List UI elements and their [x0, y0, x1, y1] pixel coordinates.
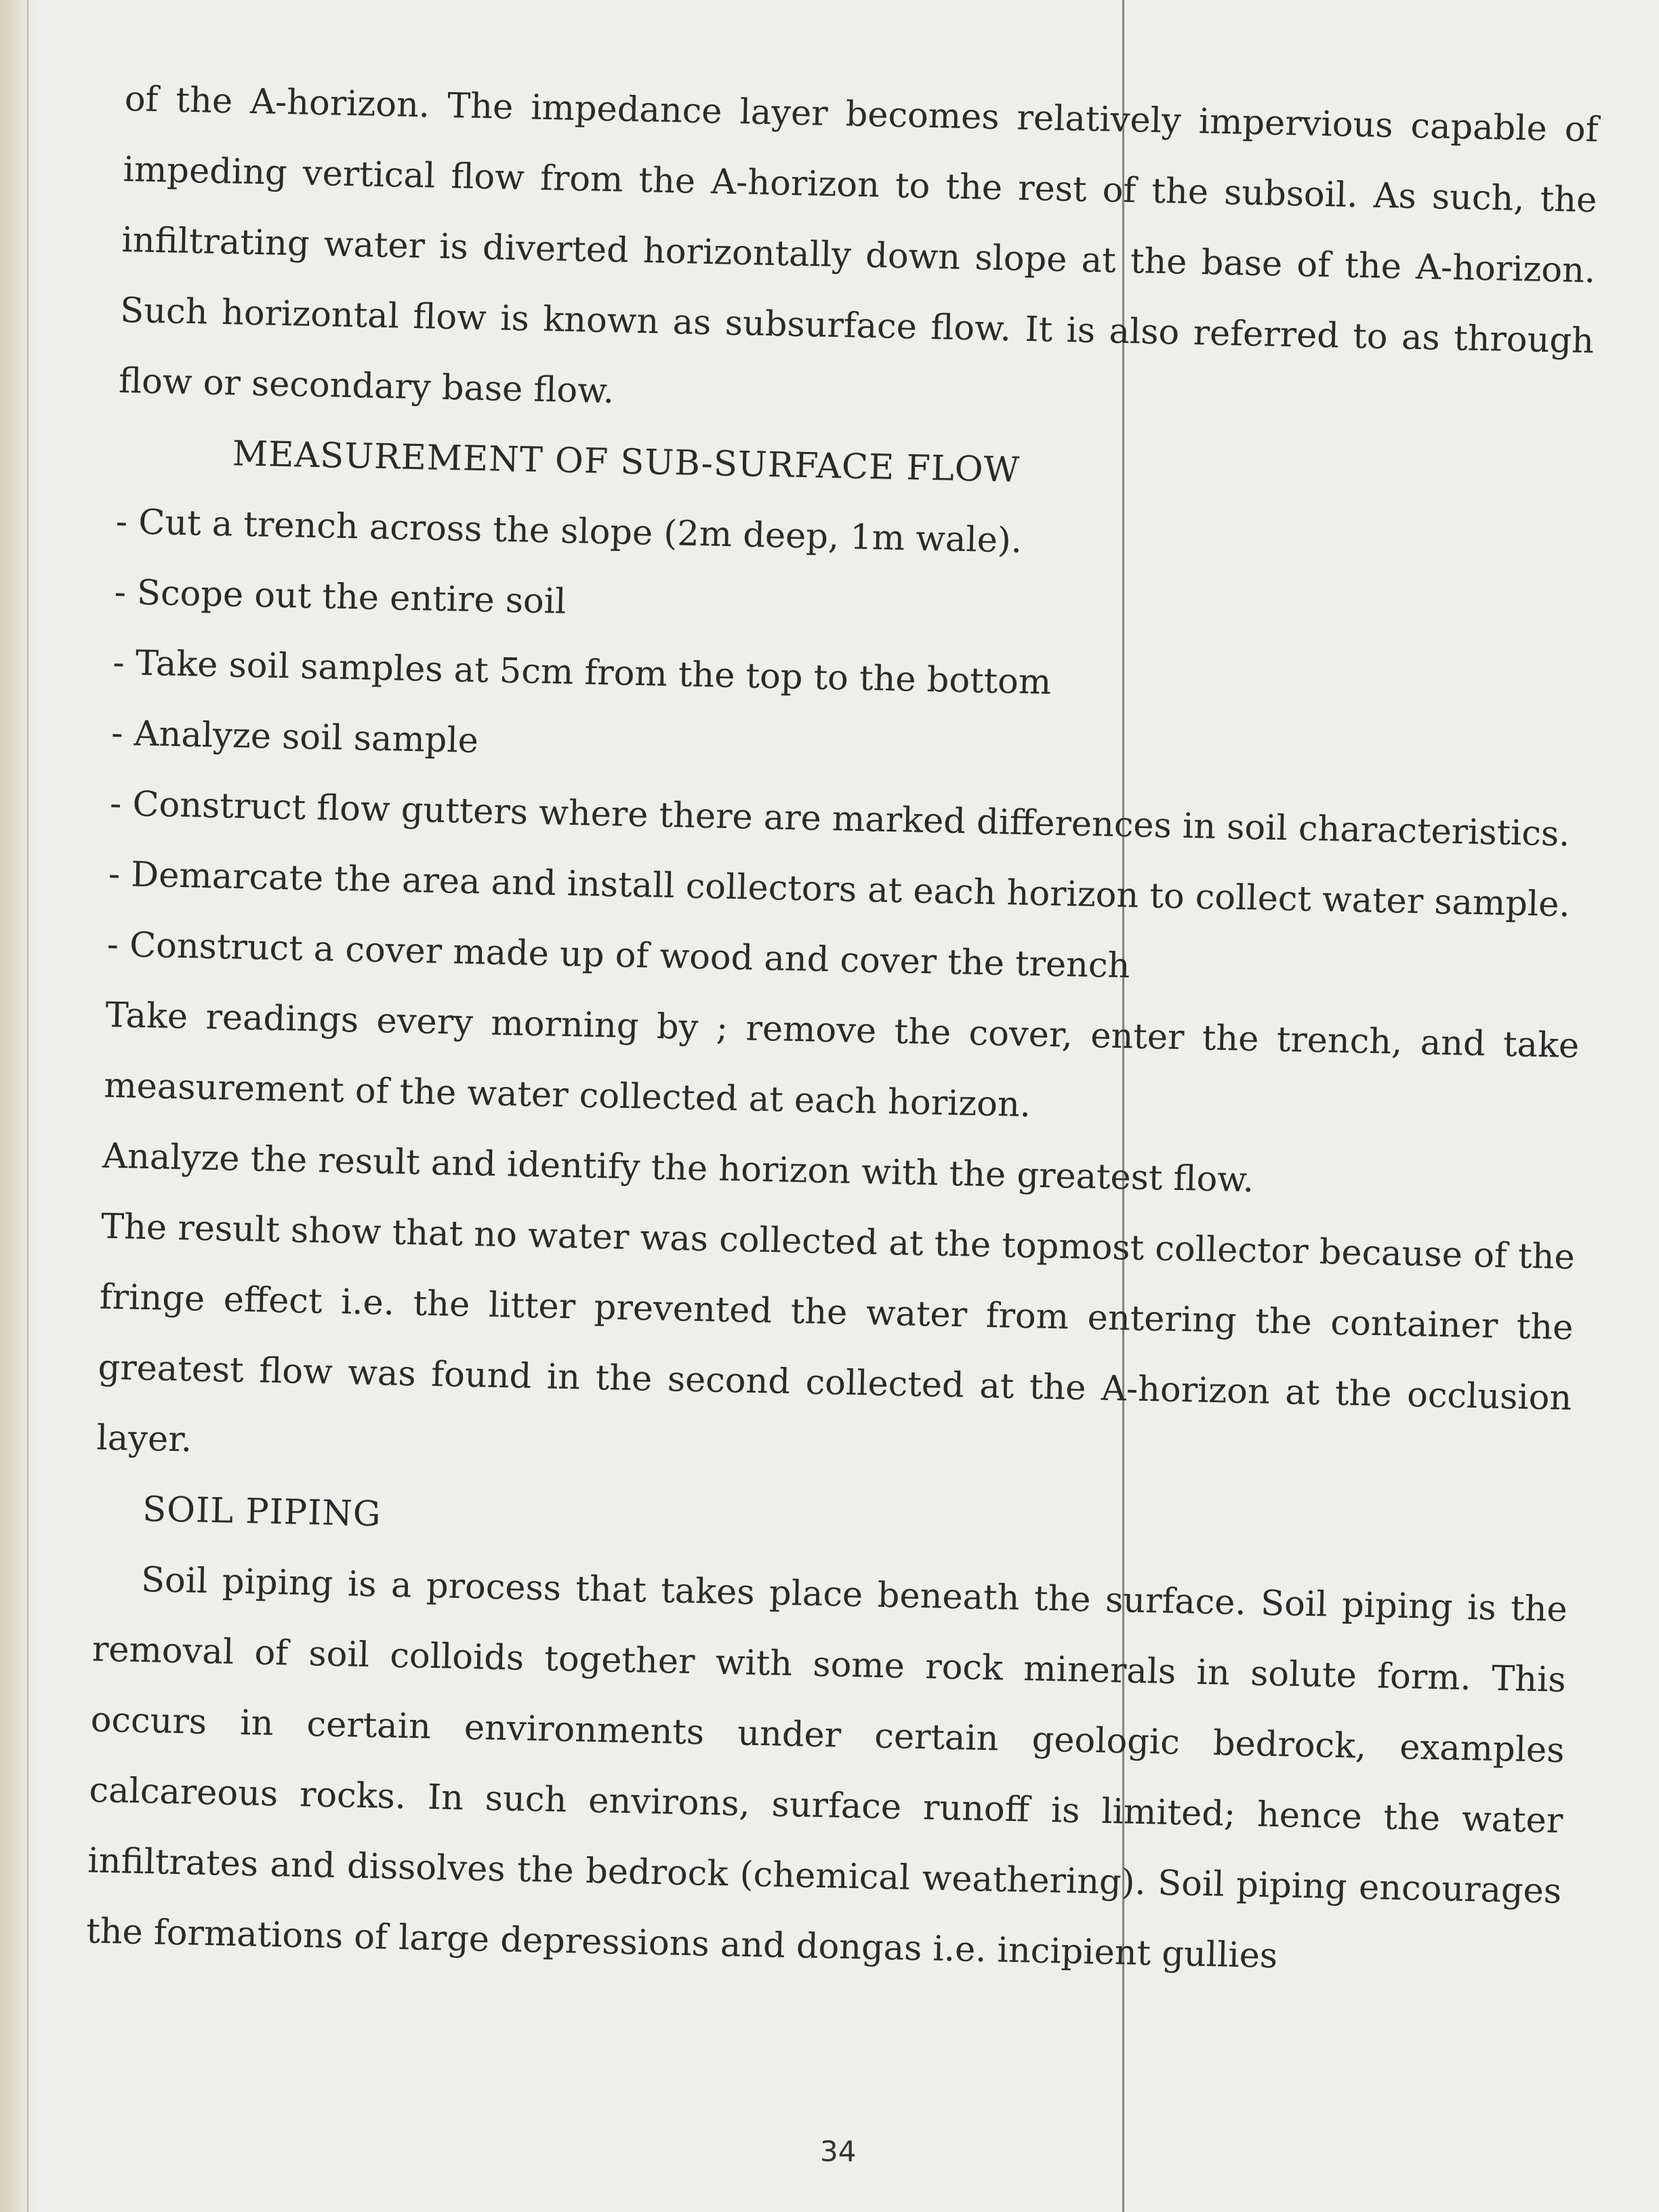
readings-paragraph: Take readings every morning by ; remove the cover, enter the trench, and take measurement of the water collected at each horizon.: [103, 995, 1580, 1126]
analyze-paragraph: Analyze the result and identify the horizon with the greatest flow.: [102, 1136, 1254, 1201]
page-binding-line: [27, 0, 28, 2212]
list-item: - Cut a trench across the slope (2m deep, 1m wale).: [115, 501, 1023, 561]
soil-piping-paragraph: Soil piping is a process that takes place beneath the surface. Soil piping is the removal of soil colloids together with some rock minerals in solute form. This occurs in certain environments under certain geologic bedrock, examples calcareous rocks. In such environs, surface runoff is limited; hence the water infiltrates and dissolves the bedrock (chemical weathering). Soil piping encourages the formations of large depressions and dongas i.e. incipient gullies: [85, 1559, 1568, 1977]
list-item: - Demarcate the area and install collectors at each horizon to collect water sample.: [108, 854, 1571, 925]
list-item: - Scope out the entire soil: [114, 572, 567, 622]
list-item: - Analyze soil sample: [110, 713, 479, 762]
intro-paragraph: of the A-horizon. The impedance layer becomes relatively impervious capable of impeding vertical flow from the A-horizon to the rest of the subsoil. As such, the infiltrating water is diverted horizontally down slope at the base of the A-horizon. Such horizontal flow is known as subsurface flow. It is also referred to as through flow or secondary base flow.: [118, 79, 1599, 412]
document-body: [85, 64, 1599, 1998]
list-item: - Construct a cover made up of wood and cover the trench: [106, 924, 1130, 987]
result-paragraph: The result show that no water was collected at the topmost collector because of the fringe effect i.e. the litter prevented the water from entering the container the greatest flow was found in the second collected at the A-horizon at the occlusion layer.: [96, 1206, 1576, 1460]
list-item: - Take soil samples at 5cm from the top to the bottom: [112, 642, 1052, 703]
page-left-edge: [0, 0, 41, 2212]
list-item: - Construct flow gutters where there are marked differences in soil characteristics.: [109, 783, 1570, 855]
soil-piping-heading: SOIL PIPING: [142, 1490, 382, 1535]
page-number: 34: [820, 2135, 857, 2168]
measurement-steps-list: [106, 487, 1591, 1011]
measurement-heading: MEASUREMENT OF SUB-SURFACE FLOW: [232, 434, 1021, 491]
